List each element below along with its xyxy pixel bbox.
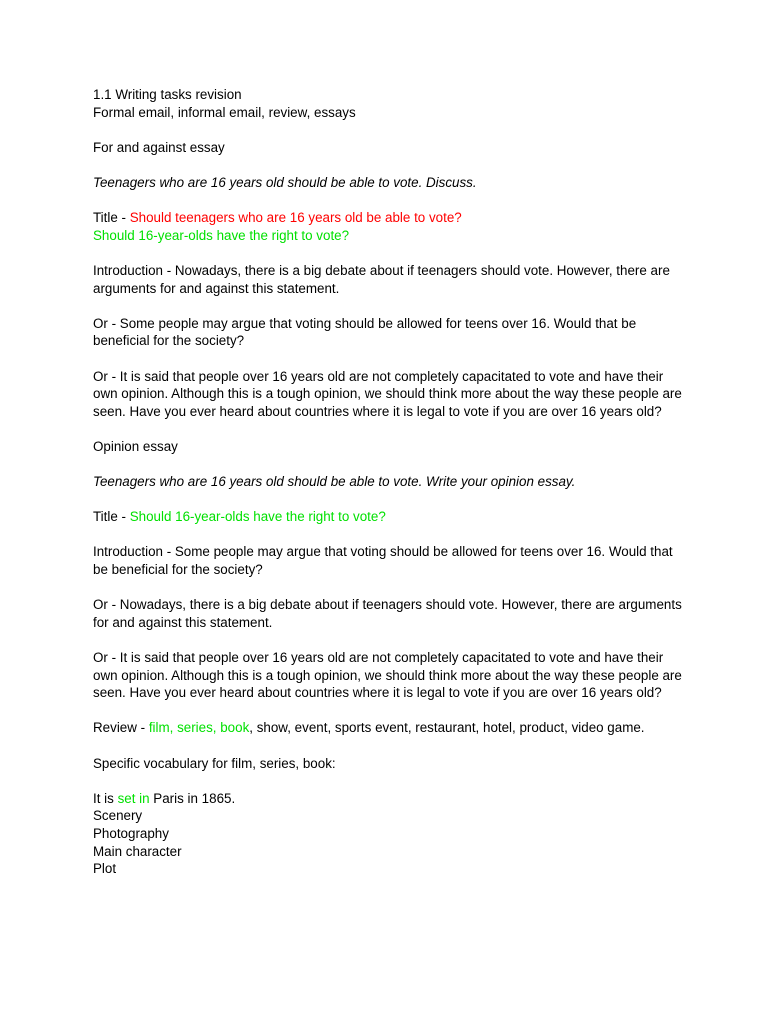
vocab-item: Photography [93, 825, 169, 841]
title-label: Title - [93, 509, 130, 525]
set-in-green-text: set in [117, 790, 150, 806]
spacer [93, 420, 683, 438]
spacer [93, 297, 683, 315]
title-line-opinion [93, 508, 683, 526]
doc-heading: 1.1 Writing tasks revision [93, 87, 242, 102]
section-prompt-for-against: Teenagers who are 16 years old should be able to vote. Discuss. [93, 174, 477, 190]
spacer [93, 526, 683, 544]
title-green-text: Should 16-year-olds have the right to vote? [129, 509, 386, 525]
or-paragraph: Or - Nowadays, there is a big debate about if teenagers should vote. However, there are arguments for and against this statement. [93, 597, 686, 630]
spacer [93, 737, 683, 755]
section-prompt-opinion: Teenagers who are 16 years old should be able to vote. Write your opinion essay. [93, 474, 576, 490]
title-label: Title - [93, 210, 130, 226]
set-prefix: It is [93, 790, 118, 806]
review-label: Review - [93, 720, 149, 736]
document-page [93, 86, 686, 878]
set-suffix: Paris in 1865. [149, 790, 236, 806]
vocab-item: Main character [93, 843, 182, 859]
section-title-opinion: Opinion essay [93, 438, 178, 454]
or-paragraph: Or - It is said that people over 16 years old are not completely capacitated to vote and have their own opinion. Although this is a tough opinion, we should think more about the way these people are seen. Have you ever heard about countries where it is legal to vote if you are over 16 years old? [93, 368, 686, 419]
intro-paragraph: Introduction - Some people may argue that voting should be allowed for teens over 16. Would that be beneficial for the society? [93, 544, 677, 578]
or-paragraph: Or - It is said that people over 16 years old are not completely capacitated to vote and have their own opinion. Although this is a tough opinion, we should think more about the way these people are seen. Have you ever heard about countries where it is legal to vote if you are over 16 years old? [93, 650, 686, 701]
spacer [93, 772, 683, 790]
section-title-for-against: For and against essay [93, 139, 225, 155]
spacer [93, 631, 683, 649]
vocab-title: Specific vocabulary for film, series, book: [93, 755, 336, 771]
review-line [93, 719, 683, 737]
intro-paragraph: Introduction - Nowadays, there is a big debate about if teenagers should vote. However, there are arguments for and against this statement. [93, 262, 674, 296]
spacer [93, 491, 683, 509]
doc-subheading: Formal email, informal email, review, essays [93, 104, 356, 120]
vocab-item: Scenery [93, 808, 143, 824]
spacer [93, 579, 683, 597]
review-green-text: film, series, book [148, 720, 250, 736]
spacer [93, 192, 683, 210]
or-paragraph: Or - Some people may argue that voting should be allowed for teens over 16. Would that be beneficial for the society? [93, 315, 640, 349]
spacer [93, 350, 683, 368]
title-line-for-against [93, 209, 683, 227]
spacer [93, 244, 683, 262]
spacer [93, 121, 683, 139]
spacer [93, 455, 683, 473]
title-red-text: Should teenagers who are 16 years old be able to vote? [129, 210, 462, 226]
review-rest-text: , show, event, sports event, restaurant, hotel, product, video game. [249, 720, 645, 736]
title-alt-green: Should 16-year-olds have the right to vote? [93, 227, 350, 243]
spacer [93, 156, 683, 174]
vocab-item: Plot [93, 861, 117, 877]
vocab-set-in-line [93, 790, 683, 808]
spacer [93, 702, 683, 720]
